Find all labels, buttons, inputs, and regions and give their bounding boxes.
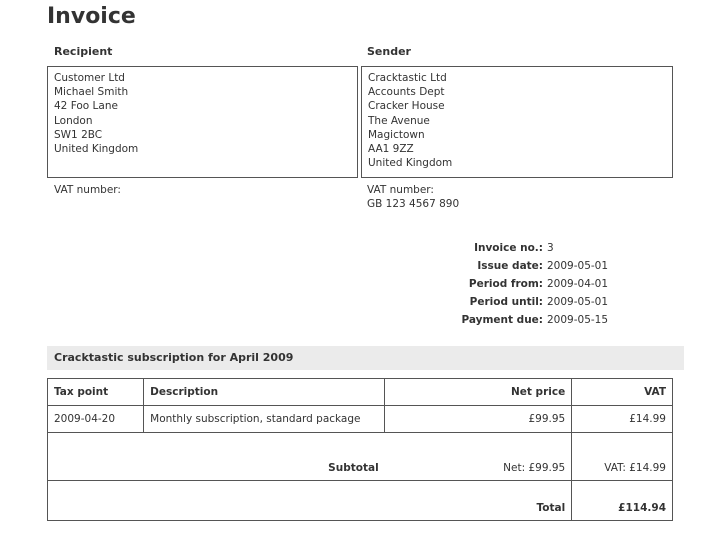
recipient-vat — [54, 183, 121, 197]
sender-line: The Avenue — [368, 114, 430, 127]
sender-vat-value: GB 123 4567 890 — [367, 198, 460, 211]
total-label: Total — [385, 481, 572, 521]
sender-vat — [367, 183, 459, 211]
meta-period-from — [380, 275, 620, 293]
invoice-meta — [380, 239, 620, 329]
sender-label: Sender — [367, 45, 411, 58]
subtotal-vat: VAT: £14.99 — [572, 433, 673, 481]
meta-value: 2009-05-01 — [547, 260, 609, 272]
meta-value: 3 — [547, 242, 554, 254]
subtotal-row — [48, 433, 673, 481]
recipient-vat-label: VAT number: — [54, 184, 121, 196]
col-header-net-price: Net price — [385, 379, 572, 406]
cell-vat: £14.99 — [572, 406, 673, 433]
meta-key: Period until: — [469, 296, 543, 308]
meta-invoice-no — [380, 239, 620, 257]
sender-line: Cracker House — [368, 100, 445, 113]
table-header-row — [48, 379, 673, 406]
meta-value: 2009-05-15 — [547, 314, 609, 326]
sender-address-box — [361, 66, 673, 178]
sender-line: United Kingdom — [368, 157, 453, 170]
cell-net-price: £99.95 — [385, 406, 572, 433]
cell-tax-point: 2009-04-20 — [48, 406, 144, 433]
meta-key: Payment due: — [461, 314, 543, 326]
col-header-description: Description — [144, 379, 385, 406]
total-row — [48, 481, 673, 521]
subtotal-label: Subtotal — [48, 433, 385, 481]
col-header-tax-point: Tax point — [48, 379, 144, 406]
line-items-table — [47, 378, 673, 521]
recipient-line: Customer Ltd — [54, 72, 125, 84]
recipient-label: Recipient — [54, 45, 113, 58]
sender-vat-label: VAT number: — [367, 184, 434, 196]
sender-line: Cracktastic Ltd — [368, 72, 447, 84]
recipient-address-box — [47, 66, 358, 178]
total-value: £114.94 — [572, 481, 673, 521]
meta-value: 2009-04-01 — [547, 278, 609, 290]
meta-key: Period from: — [468, 278, 543, 290]
cell-description: Monthly subscription, standard package — [144, 406, 385, 433]
table-row — [48, 406, 673, 433]
recipient-line: United Kingdom — [54, 143, 139, 156]
meta-issue-date — [380, 257, 620, 275]
total-spacer — [48, 481, 385, 521]
recipient-line: London — [54, 114, 93, 127]
recipient-line: SW1 2BC — [54, 128, 103, 141]
page-title: Invoice — [47, 4, 136, 29]
meta-period-until — [380, 293, 620, 311]
sender-line: Accounts Dept — [368, 86, 445, 99]
subtotal-net: Net: £99.95 — [385, 433, 572, 481]
meta-payment-due — [380, 311, 620, 329]
sender-line: Magictown — [368, 128, 425, 141]
sender-line: AA1 9ZZ — [368, 143, 414, 156]
meta-value: 2009-05-01 — [547, 296, 609, 308]
recipient-line: Michael Smith — [54, 86, 129, 99]
invoice-subject: Cracktastic subscription for April 2009 — [47, 346, 684, 370]
meta-key: Invoice no.: — [474, 242, 543, 254]
col-header-vat: VAT — [572, 379, 673, 406]
meta-key: Issue date: — [477, 260, 543, 272]
recipient-line: 42 Foo Lane — [54, 100, 118, 113]
